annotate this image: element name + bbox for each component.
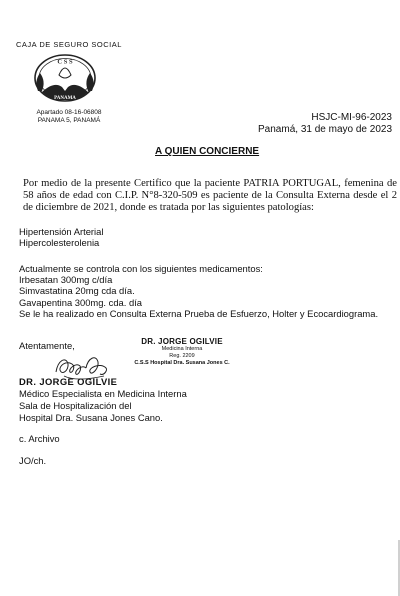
css-logo [28, 51, 102, 105]
address-line-2: PANAMA 5, PANAMÁ [37, 117, 101, 124]
address-line-1: Apartado 08-16-06808 [36, 109, 102, 116]
reference-date: Panamá, 31 de mayo de 2023 [258, 124, 392, 135]
copy-to: c. Archivo [19, 433, 60, 444]
doctor-stamp [132, 337, 232, 367]
signer-ward: Sala de Hospitalización del [19, 400, 132, 411]
medication-item: Simvastatina 20mg cda día. [19, 285, 135, 297]
signer-name: DR. JORGE OGILVIE [19, 376, 118, 387]
diagnosis-item: Hipercolesterolenia [19, 237, 100, 249]
signer-title: Médico Especialista en Medicina Interna [19, 388, 187, 399]
letterhead-address [24, 109, 114, 125]
initials: JO/ch. [19, 455, 47, 466]
signer-hospital: Hospital Dra. Susana Jones Cano. [19, 412, 163, 423]
medication-item: Irbesatan 300mg c/día [19, 274, 113, 286]
logo-text-top: C S S [57, 58, 73, 66]
medication-intro: Actualmente se controla con los siguientes medicamentos: [19, 263, 263, 274]
organization-name: CAJA DE SEGURO SOCIAL [16, 40, 122, 49]
diagnosis-list [19, 226, 103, 248]
procedures-note: Se le ha realizado en Consulta Externa Prueba de Esfuerzo, Holter y Ecocardiograma. [19, 307, 379, 319]
document-heading: A QUIEN CONCIERNE [155, 146, 260, 157]
diagnosis-item: Hipertensión Arterial [19, 226, 104, 237]
reference-code: HSJC-MI-96-2023 [311, 112, 392, 123]
medication-section [19, 263, 378, 319]
stamp-specialty: Medicina Interna [161, 346, 203, 352]
certification-paragraph: Por medio de la presente Certifico que la paciente PATRIA PORTUGAL, femenina de 58 años de edad con C.I.P. N°8-320-509 es paciente de la Consulta Externa desde el 2 de diciembre de 2021, donde es tratada por las siguientes patologías: [23, 178, 397, 213]
closing-text: Atentamente, [19, 340, 75, 351]
stamp-registry: Reg. 2209 [169, 353, 195, 359]
reference-block [258, 112, 392, 136]
medication-item: Gavapentina 300mg. cda. día [19, 296, 143, 308]
logo-text-bottom: PANAMA [54, 96, 76, 101]
stamp-hospital: C.S.S Hospital Dra. Susana Jones C. [134, 360, 230, 366]
stamp-name: DR. JORGE OGILVIE [141, 337, 223, 346]
